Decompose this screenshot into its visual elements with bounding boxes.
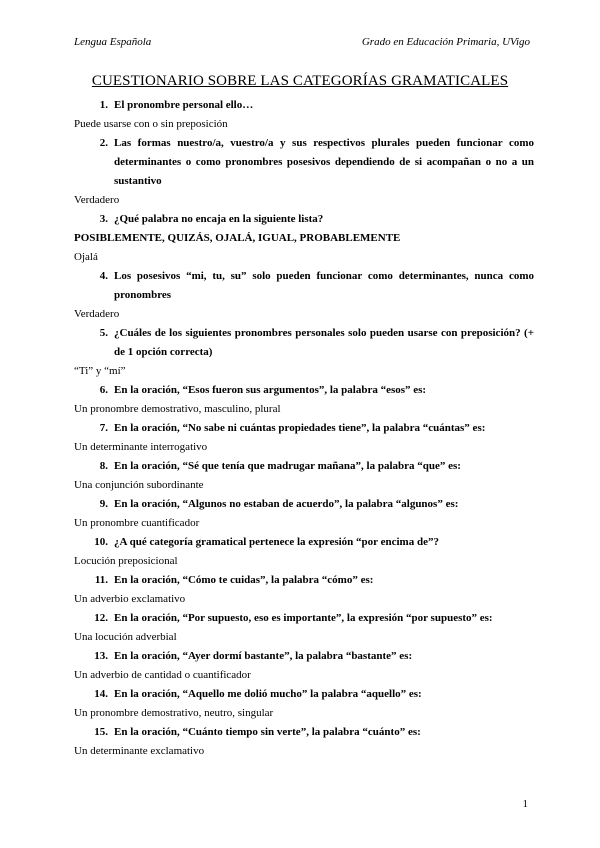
question-number: 15. <box>94 726 108 738</box>
question-item <box>74 381 534 419</box>
question <box>74 210 534 229</box>
question-number: 2. <box>99 137 108 149</box>
question-text: En la oración, “Sé que tenía que madrugar mañana”, la palabra “que” es: <box>114 460 461 472</box>
question-number: 12. <box>94 612 108 624</box>
question-item <box>74 533 534 571</box>
question-item <box>74 134 534 210</box>
answer: Una conjunción subordinante <box>74 479 204 491</box>
answer: Ojalá <box>74 251 98 263</box>
question-text: Los posesivos “mi, tu, su” solo pueden funcionar como determinantes, nunca como pronombres <box>114 270 534 301</box>
question <box>74 96 534 115</box>
question-text: ¿Qué palabra no encaja en la siguiente lista? <box>114 213 324 225</box>
question-item <box>74 96 534 134</box>
question-text: En la oración, “Algunos no estaban de acuerdo”, la palabra “algunos” es: <box>114 498 459 510</box>
answer: “Ti” y “mí” <box>74 365 126 377</box>
question <box>74 533 534 552</box>
question-number: 14. <box>94 688 108 700</box>
question-text: Las formas nuestro/a, vuestro/a y sus respectivos plurales pueden funcionar como determinantes o como pronombres posesivos dependiendo de si acompañan o no a un sustantivo <box>114 137 534 187</box>
answer: Una locución adverbial <box>74 631 177 643</box>
answer: Locución preposicional <box>74 555 178 567</box>
answer: Puede usarse con o sin preposición <box>74 118 228 130</box>
question-text: ¿A qué categoría gramatical pertenece la expresión “por encima de”? <box>114 536 439 548</box>
question <box>74 381 534 400</box>
answer: Un pronombre demostrativo, neutro, singular <box>74 707 274 719</box>
question <box>74 685 534 704</box>
answer: Un adverbio de cantidad o cuantificador <box>74 669 251 681</box>
question <box>74 457 534 476</box>
question-item <box>74 419 534 457</box>
question-number: 6. <box>99 384 108 396</box>
question-text: En la oración, “Por supuesto, eso es importante”, la expresión “por supuesto” es: <box>114 612 493 624</box>
question-item <box>74 571 534 609</box>
question-item <box>74 685 534 723</box>
question-number: 11. <box>94 574 108 586</box>
questionnaire <box>74 96 534 761</box>
page-number: 1 <box>522 798 528 810</box>
question-text: En la oración, “Cómo te cuidas”, la palabra “cómo” es: <box>114 574 374 586</box>
question-text: En la oración, “Ayer dormí bastante”, la palabra “bastante” es: <box>114 650 413 662</box>
question-item <box>74 647 534 685</box>
question-number: 1. <box>99 99 108 111</box>
question-number: 9. <box>99 498 108 510</box>
question-item <box>74 723 534 761</box>
question-number: 10. <box>94 536 108 548</box>
question <box>74 495 534 514</box>
answer: Un determinante exclamativo <box>74 745 205 757</box>
answer: Un adverbio exclamativo <box>74 593 186 605</box>
answer: Un pronombre cuantificador <box>74 517 200 529</box>
question <box>74 723 534 742</box>
header-right: Grado en Educación Primaria, UVigo <box>361 36 530 48</box>
question-text: En la oración, “No sabe ni cuántas propiedades tiene”, la palabra “cuántas” es: <box>114 422 486 434</box>
question-item <box>74 267 534 324</box>
question-text: ¿Cuáles de los siguientes pronombres personales solo pueden usarse con preposición? (+ de 1 opción correcta) <box>114 327 534 358</box>
answer: Verdadero <box>74 194 120 206</box>
question-item <box>74 210 534 267</box>
question-item <box>74 457 534 495</box>
question <box>74 609 534 628</box>
question <box>74 134 534 191</box>
header-left: Lengua Española <box>74 36 152 48</box>
question-number: 13. <box>94 650 108 662</box>
question <box>74 419 534 438</box>
answer: Un determinante interrogativo <box>74 441 208 453</box>
question-item <box>74 495 534 533</box>
question-item <box>74 609 534 647</box>
question-number: 3. <box>99 213 108 225</box>
word-list: POSIBLEMENTE, QUIZÁS, OJALÁ, IGUAL, PROBABLEMENTE <box>74 232 401 244</box>
question-item <box>74 324 534 381</box>
question <box>74 571 534 590</box>
question-text: El pronombre personal ello… <box>114 99 254 111</box>
question-text: En la oración, “Cuánto tiempo sin verte”, la palabra “cuánto” es: <box>114 726 421 738</box>
question-text: En la oración, “Esos fueron sus argumentos”, la palabra “esos” es: <box>114 384 427 396</box>
answer: Un pronombre demostrativo, masculino, plural <box>74 403 281 415</box>
question <box>74 267 534 305</box>
answer: Verdadero <box>74 308 120 320</box>
question <box>74 324 534 362</box>
question-number: 4. <box>99 270 108 282</box>
document-title: CUESTIONARIO SOBRE LAS CATEGORÍAS GRAMATICALES <box>91 73 509 89</box>
question-number: 5. <box>99 327 108 339</box>
question-number: 8. <box>99 460 108 472</box>
question-number: 7. <box>99 422 108 434</box>
question <box>74 647 534 666</box>
question-text: En la oración, “Aquello me dolió mucho” la palabra “aquello” es: <box>114 688 422 700</box>
